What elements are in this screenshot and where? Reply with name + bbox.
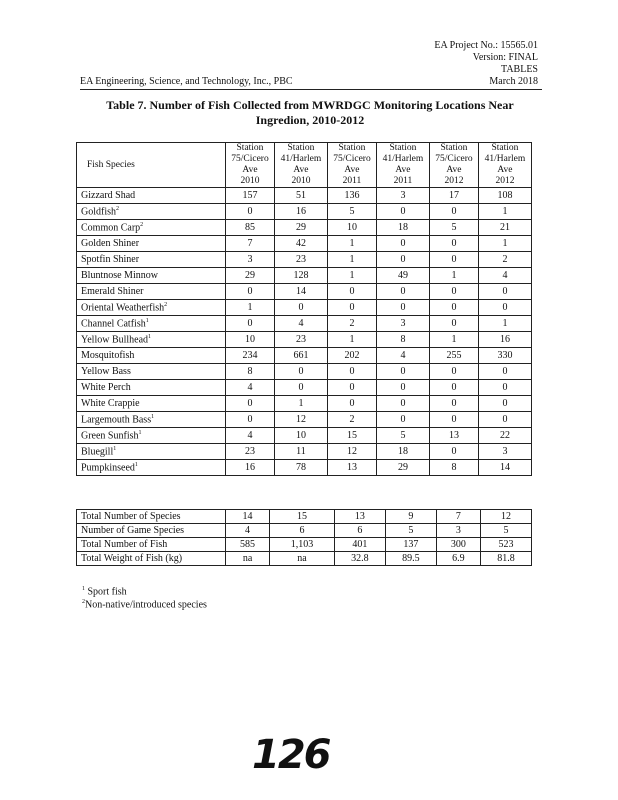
count-cell: 0 bbox=[429, 364, 478, 380]
count-cell: 0 bbox=[327, 300, 376, 316]
count-cell: 10 bbox=[274, 428, 327, 444]
count-cell: 15 bbox=[327, 428, 376, 444]
species-name-cell bbox=[77, 316, 226, 332]
count-cell: 1 bbox=[478, 204, 531, 220]
species-footnote-mark: 1 bbox=[113, 445, 117, 452]
count-cell: 0 bbox=[478, 396, 531, 412]
totals-value-cell: 9 bbox=[385, 510, 436, 524]
count-cell: 1 bbox=[226, 300, 275, 316]
count-cell: 3 bbox=[376, 188, 429, 204]
totals-value-cell: 585 bbox=[226, 538, 270, 552]
count-cell: 16 bbox=[478, 332, 531, 348]
station-header-line4: 2011 bbox=[393, 176, 413, 186]
count-cell: 0 bbox=[429, 204, 478, 220]
count-cell: 0 bbox=[429, 316, 478, 332]
species-name: Mosquitofish bbox=[81, 350, 135, 361]
station-header-line1: Station bbox=[491, 143, 519, 153]
station-column-header bbox=[478, 143, 531, 188]
count-cell: 8 bbox=[429, 460, 478, 476]
table-row bbox=[77, 332, 532, 348]
station-header-line1: Station bbox=[440, 143, 468, 153]
count-cell: 18 bbox=[376, 444, 429, 460]
footnote-non-native: $^2$Non-native/introduced species bbox=[82, 599, 207, 611]
table-row bbox=[77, 284, 532, 300]
count-cell: 1 bbox=[429, 332, 478, 348]
header-divider bbox=[80, 89, 542, 90]
totals-value-cell: 89.5 bbox=[385, 552, 436, 566]
species-name-cell bbox=[77, 380, 226, 396]
species-name: Spotfin Shiner bbox=[81, 254, 140, 265]
count-cell: 29 bbox=[274, 220, 327, 236]
count-cell: 157 bbox=[226, 188, 275, 204]
table-row bbox=[77, 364, 532, 380]
totals-value-cell: 5 bbox=[480, 524, 531, 538]
station-header-line3: Ave bbox=[242, 165, 258, 175]
station-header-line1: Station bbox=[389, 143, 417, 153]
count-cell: 1 bbox=[478, 316, 531, 332]
count-cell: 1 bbox=[327, 252, 376, 268]
totals-row bbox=[77, 538, 532, 552]
handwritten-page-number: 126 bbox=[252, 732, 330, 778]
species-name: Golden Shiner bbox=[81, 238, 140, 249]
count-cell: 0 bbox=[429, 284, 478, 300]
totals-value-cell: 523 bbox=[480, 538, 531, 552]
species-name: Bluegill bbox=[81, 446, 114, 458]
document-header-right bbox=[434, 40, 538, 76]
table-row bbox=[77, 380, 532, 396]
table-title-line-1: Table 7. Number of Fish Collected from MWRDGC Monitoring Locations Near bbox=[106, 98, 514, 112]
station-column-header bbox=[429, 143, 478, 188]
count-cell: 17 bbox=[429, 188, 478, 204]
count-cell: 49 bbox=[376, 268, 429, 284]
station-header-line4: 2012 bbox=[444, 176, 464, 186]
count-cell: 1 bbox=[274, 396, 327, 412]
count-cell: 1 bbox=[478, 236, 531, 252]
count-cell: 1 bbox=[327, 268, 376, 284]
totals-row bbox=[77, 524, 532, 538]
station-header-line3: Ave bbox=[395, 165, 411, 175]
species-footnote-mark: 1 bbox=[134, 461, 138, 468]
count-cell: 11 bbox=[274, 444, 327, 460]
species-name-cell bbox=[77, 220, 226, 236]
totals-value-cell: 6.9 bbox=[436, 552, 480, 566]
totals-value-cell: 401 bbox=[334, 538, 385, 552]
species-name-cell bbox=[77, 412, 226, 428]
species-name-cell bbox=[77, 188, 226, 204]
station-header-line4: 2011 bbox=[342, 176, 362, 186]
species-name-cell bbox=[77, 444, 226, 460]
count-cell: 0 bbox=[478, 412, 531, 428]
count-cell: 8 bbox=[226, 364, 275, 380]
count-cell: 4 bbox=[478, 268, 531, 284]
count-cell: 0 bbox=[327, 364, 376, 380]
station-column-header bbox=[327, 143, 376, 188]
count-cell: 4 bbox=[226, 380, 275, 396]
count-cell: 0 bbox=[429, 236, 478, 252]
count-cell: 14 bbox=[478, 460, 531, 476]
station-header-line3: Ave bbox=[293, 165, 309, 175]
project-number: EA Project No.: 15565.01 bbox=[434, 40, 538, 51]
totals-table bbox=[76, 509, 532, 566]
count-cell: 29 bbox=[376, 460, 429, 476]
species-name-cell bbox=[77, 460, 226, 476]
count-cell: 5 bbox=[429, 220, 478, 236]
count-cell: 136 bbox=[327, 188, 376, 204]
count-cell: 0 bbox=[376, 300, 429, 316]
table-row bbox=[77, 204, 532, 220]
count-cell: 0 bbox=[226, 316, 275, 332]
count-cell: 51 bbox=[274, 188, 327, 204]
table-row bbox=[77, 396, 532, 412]
species-name-cell bbox=[77, 396, 226, 412]
station-column-header bbox=[226, 143, 275, 188]
totals-value-cell: 12 bbox=[480, 510, 531, 524]
totals-value-cell: 137 bbox=[385, 538, 436, 552]
table-row bbox=[77, 412, 532, 428]
table-row bbox=[77, 236, 532, 252]
count-cell: 0 bbox=[376, 204, 429, 220]
count-cell: 4 bbox=[274, 316, 327, 332]
document-date: March 2018 bbox=[489, 76, 538, 87]
count-cell: 21 bbox=[478, 220, 531, 236]
station-header-line2: 75/Cicero bbox=[435, 154, 473, 164]
footnote-sport-fish: $^1$ Sport fish bbox=[82, 586, 127, 598]
table-row bbox=[77, 220, 532, 236]
species-name: Yellow Bullhead bbox=[81, 334, 149, 346]
station-header-line4: 2010 bbox=[291, 176, 311, 186]
totals-value-cell: 14 bbox=[226, 510, 270, 524]
totals-label: Total Number of Fish bbox=[77, 538, 226, 552]
table-header-row bbox=[77, 143, 532, 188]
table-row bbox=[77, 444, 532, 460]
station-header-line3: Ave bbox=[497, 165, 513, 175]
count-cell: 8 bbox=[376, 332, 429, 348]
count-cell: 3 bbox=[376, 316, 429, 332]
species-name: Oriental Weatherfish bbox=[81, 302, 165, 314]
count-cell: 0 bbox=[274, 364, 327, 380]
count-cell: 4 bbox=[226, 428, 275, 444]
table-title-line-2: Ingredion, 2010-2012 bbox=[255, 113, 365, 127]
count-cell: 234 bbox=[226, 348, 275, 364]
count-cell: 2 bbox=[327, 316, 376, 332]
count-cell: 18 bbox=[376, 220, 429, 236]
count-cell: 23 bbox=[226, 444, 275, 460]
totals-value-cell: 13 bbox=[334, 510, 385, 524]
station-header-line1: Station bbox=[338, 143, 366, 153]
species-name: White Crappie bbox=[81, 398, 140, 409]
station-header-line3: Ave bbox=[344, 165, 360, 175]
count-cell: 0 bbox=[327, 380, 376, 396]
totals-row bbox=[77, 510, 532, 524]
count-cell: 10 bbox=[327, 220, 376, 236]
totals-value-cell: 32.8 bbox=[334, 552, 385, 566]
count-cell: 7 bbox=[226, 236, 275, 252]
species-footnote-mark: 1 bbox=[145, 317, 149, 324]
count-cell: 0 bbox=[226, 396, 275, 412]
count-cell: 0 bbox=[376, 412, 429, 428]
species-footnote-mark: 1 bbox=[151, 413, 155, 420]
station-column-header bbox=[274, 143, 327, 188]
totals-value-cell: 15 bbox=[270, 510, 335, 524]
species-name: Goldfish bbox=[81, 206, 116, 218]
species-name: Common Carp bbox=[81, 222, 141, 234]
count-cell: 0 bbox=[478, 364, 531, 380]
table-row bbox=[77, 252, 532, 268]
species-name-cell bbox=[77, 268, 226, 284]
totals-value-cell: 7 bbox=[436, 510, 480, 524]
table-title bbox=[90, 98, 530, 128]
count-cell: 10 bbox=[226, 332, 275, 348]
species-name: Pumpkinseed bbox=[81, 462, 135, 474]
table-row bbox=[77, 268, 532, 284]
species-footnote-mark: 1 bbox=[138, 429, 142, 436]
count-cell: 1 bbox=[327, 236, 376, 252]
totals-value-cell: 6 bbox=[334, 524, 385, 538]
count-cell: 0 bbox=[226, 412, 275, 428]
fish-count-table bbox=[76, 142, 532, 476]
count-cell: 0 bbox=[274, 300, 327, 316]
species-name-cell bbox=[77, 428, 226, 444]
species-name: Emerald Shiner bbox=[81, 286, 144, 297]
species-name: Bluntnose Minnow bbox=[81, 270, 158, 281]
station-column-header bbox=[376, 143, 429, 188]
count-cell: 661 bbox=[274, 348, 327, 364]
species-name-cell bbox=[77, 236, 226, 252]
count-cell: 0 bbox=[376, 364, 429, 380]
species-footnote-mark: 1 bbox=[148, 333, 152, 340]
station-header-line2: 75/Cicero bbox=[333, 154, 371, 164]
count-cell: 5 bbox=[327, 204, 376, 220]
count-cell: 0 bbox=[429, 252, 478, 268]
totals-value-cell: 6 bbox=[270, 524, 335, 538]
count-cell: 0 bbox=[376, 396, 429, 412]
count-cell: 0 bbox=[226, 284, 275, 300]
count-cell: 0 bbox=[376, 380, 429, 396]
count-cell: 0 bbox=[429, 396, 478, 412]
count-cell: 0 bbox=[429, 412, 478, 428]
species-name-cell bbox=[77, 348, 226, 364]
species-footnote-mark: 2 bbox=[140, 221, 144, 228]
species-name-cell bbox=[77, 284, 226, 300]
count-cell: 23 bbox=[274, 252, 327, 268]
station-header-line1: Station bbox=[287, 143, 315, 153]
count-cell: 202 bbox=[327, 348, 376, 364]
species-name: Green Sunfish bbox=[81, 430, 139, 442]
species-name-cell bbox=[77, 364, 226, 380]
species-name-cell bbox=[77, 252, 226, 268]
species-name: Largemouth Bass bbox=[81, 414, 152, 426]
count-cell: 0 bbox=[478, 300, 531, 316]
table-row bbox=[77, 188, 532, 204]
species-name: Channel Catfish bbox=[81, 318, 146, 330]
totals-value-cell: 1,103 bbox=[270, 538, 335, 552]
count-cell: 29 bbox=[226, 268, 275, 284]
species-name: White Perch bbox=[81, 382, 131, 393]
count-cell: 0 bbox=[478, 284, 531, 300]
table-row bbox=[77, 428, 532, 444]
company-name: EA Engineering, Science, and Technology, Inc., PBC bbox=[80, 76, 293, 87]
count-cell: 0 bbox=[429, 300, 478, 316]
totals-label: Total Weight of Fish (kg) bbox=[77, 552, 226, 566]
totals-row bbox=[77, 552, 532, 566]
count-cell: 14 bbox=[274, 284, 327, 300]
station-header-line2: 41/Harlem bbox=[484, 154, 526, 164]
station-header-line2: 75/Cicero bbox=[231, 154, 269, 164]
count-cell: 0 bbox=[376, 284, 429, 300]
table-row bbox=[77, 460, 532, 476]
count-cell: 12 bbox=[327, 444, 376, 460]
count-cell: 13 bbox=[429, 428, 478, 444]
section-label: TABLES bbox=[501, 64, 538, 75]
count-cell: 2 bbox=[327, 412, 376, 428]
totals-value-cell: na bbox=[226, 552, 270, 566]
species-column-header: Fish Species bbox=[77, 143, 226, 188]
species-name-cell bbox=[77, 332, 226, 348]
count-cell: 42 bbox=[274, 236, 327, 252]
count-cell: 0 bbox=[327, 396, 376, 412]
count-cell: 255 bbox=[429, 348, 478, 364]
version-label: Version: FINAL bbox=[472, 52, 538, 63]
count-cell: 5 bbox=[376, 428, 429, 444]
species-name-cell bbox=[77, 300, 226, 316]
count-cell: 85 bbox=[226, 220, 275, 236]
count-cell: 16 bbox=[226, 460, 275, 476]
count-cell: 108 bbox=[478, 188, 531, 204]
totals-value-cell: 81.8 bbox=[480, 552, 531, 566]
count-cell: 0 bbox=[274, 380, 327, 396]
species-footnote-mark: 2 bbox=[164, 301, 168, 308]
totals-label: Number of Game Species bbox=[77, 524, 226, 538]
count-cell: 16 bbox=[274, 204, 327, 220]
count-cell: 0 bbox=[429, 444, 478, 460]
count-cell: 3 bbox=[478, 444, 531, 460]
count-cell: 330 bbox=[478, 348, 531, 364]
count-cell: 0 bbox=[226, 204, 275, 220]
count-cell: 4 bbox=[376, 348, 429, 364]
totals-label: Total Number of Species bbox=[77, 510, 226, 524]
count-cell: 22 bbox=[478, 428, 531, 444]
station-header-line4: 2012 bbox=[495, 176, 515, 186]
count-cell: 0 bbox=[429, 380, 478, 396]
count-cell: 13 bbox=[327, 460, 376, 476]
table-row bbox=[77, 316, 532, 332]
count-cell: 0 bbox=[376, 236, 429, 252]
count-cell: 128 bbox=[274, 268, 327, 284]
count-cell: 0 bbox=[327, 284, 376, 300]
species-footnote-mark: 2 bbox=[116, 205, 119, 212]
station-header-line2: 41/Harlem bbox=[280, 154, 322, 164]
table-row bbox=[77, 348, 532, 364]
station-header-line3: Ave bbox=[446, 165, 462, 175]
species-name-cell bbox=[77, 204, 226, 220]
count-cell: 0 bbox=[478, 380, 531, 396]
totals-value-cell: na bbox=[270, 552, 335, 566]
count-cell: 12 bbox=[274, 412, 327, 428]
count-cell: 2 bbox=[478, 252, 531, 268]
count-cell: 3 bbox=[226, 252, 275, 268]
station-header-line2: 41/Harlem bbox=[382, 154, 424, 164]
count-cell: 78 bbox=[274, 460, 327, 476]
totals-value-cell: 5 bbox=[385, 524, 436, 538]
count-cell: 1 bbox=[327, 332, 376, 348]
count-cell: 1 bbox=[429, 268, 478, 284]
station-header-line1: Station bbox=[236, 143, 264, 153]
table-row bbox=[77, 300, 532, 316]
species-name: Gizzard Shad bbox=[81, 190, 136, 201]
count-cell: 0 bbox=[376, 252, 429, 268]
species-name: Yellow Bass bbox=[81, 366, 131, 377]
count-cell: 23 bbox=[274, 332, 327, 348]
totals-value-cell: 3 bbox=[436, 524, 480, 538]
station-header-line4: 2010 bbox=[240, 176, 260, 186]
totals-value-cell: 300 bbox=[436, 538, 480, 552]
totals-value-cell: 4 bbox=[226, 524, 270, 538]
